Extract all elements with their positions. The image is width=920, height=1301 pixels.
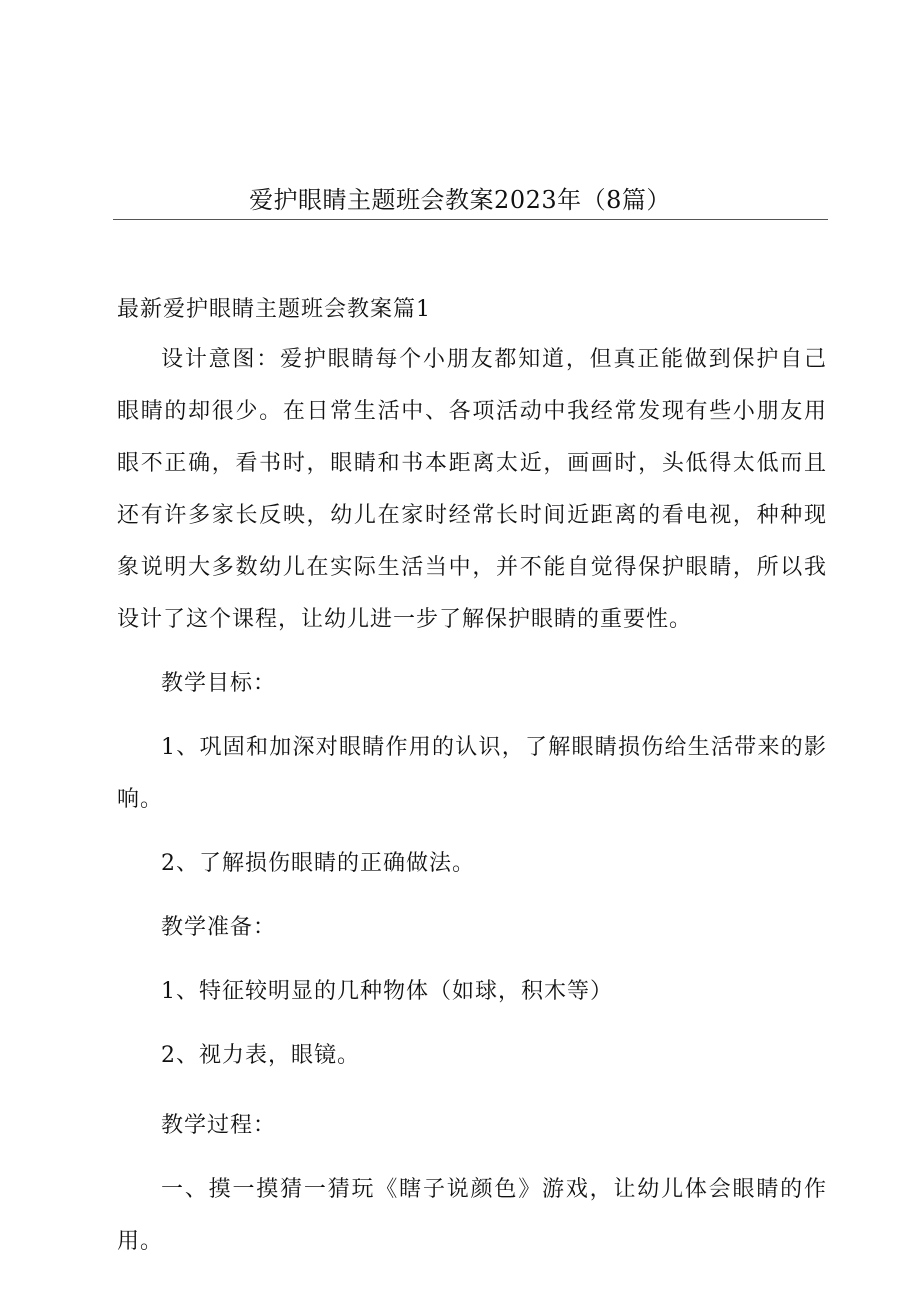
paragraph-process-label: 教学过程： bbox=[161, 1113, 277, 1138]
document-title: 爱护眼睛主题班会教案2023年（8篇） bbox=[249, 186, 671, 214]
paragraph-design-intent: 设计意图：爱护眼睛每个小朋友都知道，但真正能做到保护自己眼睛的却很少。在日常生活中、各项活动中我经常发现有些小朋友用眼不正确，看书时，眼睛和书本距离太近，画画时，头低得太低而且还有许多家长反映，幼儿在家时经常长时间近距离的看电视，种种现象说明大多数幼儿在实际生活当中，并不能自觉得保护眼睛，所以我设计了这个课程，让幼儿进一步了解保护眼睛的重要性。 bbox=[117, 347, 827, 632]
paragraph-preparation-1: 1、特征较明显的几种物体（如球，积木等） bbox=[161, 979, 613, 1004]
paragraph-preparation-label: 教学准备： bbox=[161, 915, 277, 940]
document-body bbox=[117, 290, 827, 1268]
title-underline bbox=[113, 219, 828, 220]
section-heading: 最新爱护眼睛主题班会教案篇1 bbox=[117, 297, 431, 322]
paragraph-goal-1: 1、巩固和加深对眼睛作用的认识，了解眼睛损伤给生活带来的影响。 bbox=[117, 735, 827, 812]
paragraph-goal-2: 2、了解损伤眼睛的正确做法。 bbox=[161, 851, 475, 876]
paragraph-teaching-goals-label: 教学目标： bbox=[161, 671, 277, 696]
paragraph-preparation-2: 2、视力表，眼镜。 bbox=[161, 1043, 360, 1068]
paragraph-process-step-1: 一、摸一摸猜一猜玩《瞎子说颜色》游戏，让幼儿体会眼睛的作用。 bbox=[117, 1177, 827, 1254]
